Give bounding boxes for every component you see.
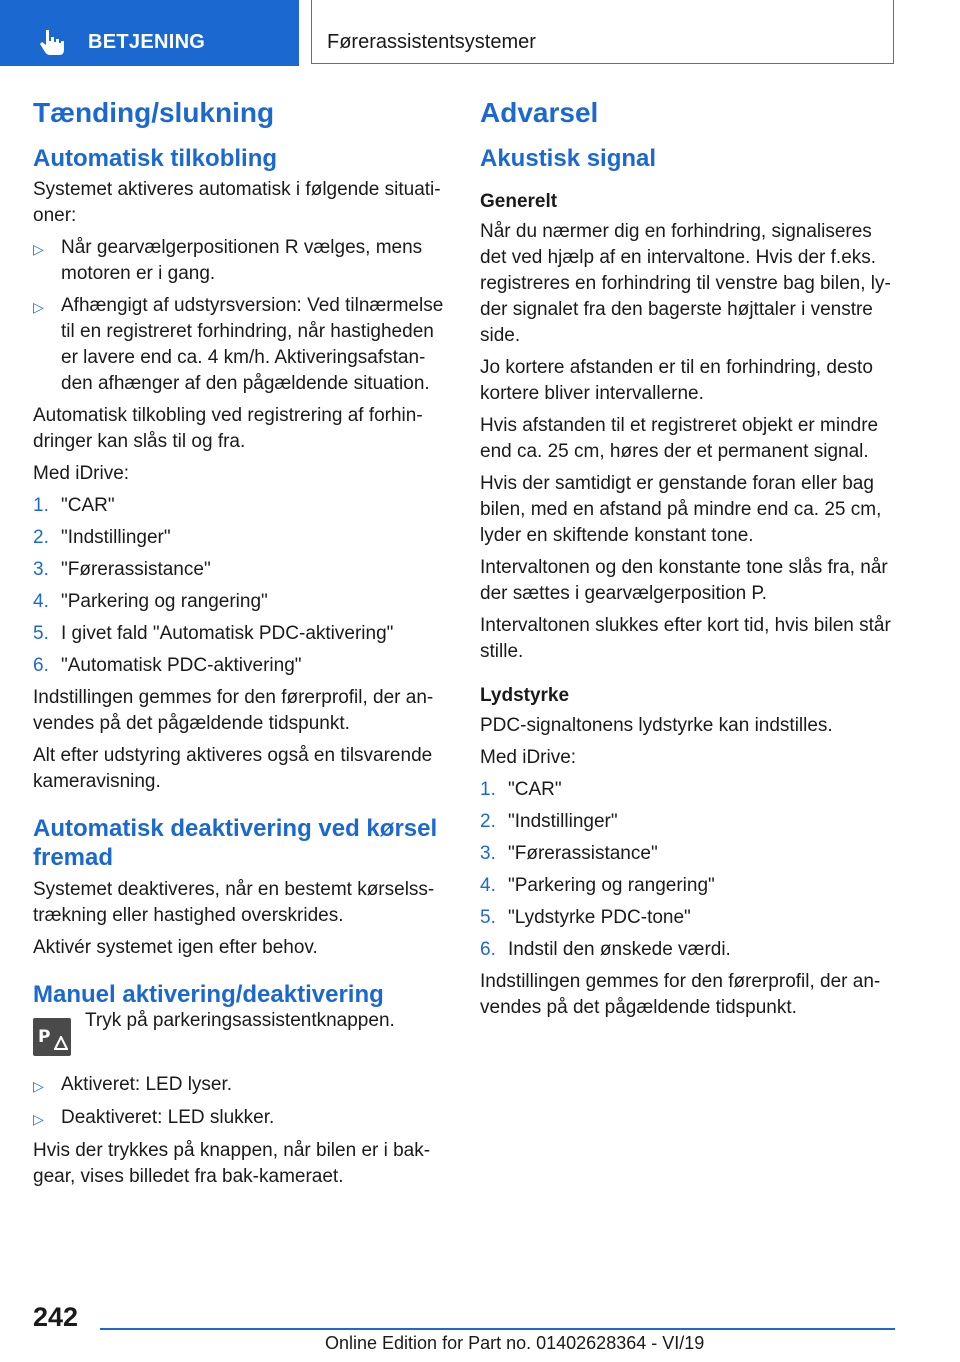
section-title: Tænding/slukning <box>33 97 275 128</box>
step-item: 2. "Indstillinger" <box>33 527 171 549</box>
button-instruction <box>33 1009 448 1056</box>
subheading-general: Generelt <box>480 191 558 213</box>
step-item: 5. I givet fald "Automatisk PDC-aktivering" <box>33 623 394 645</box>
paragraph: Aktivér systemet igen efter behov. <box>33 936 318 958</box>
step-item: 6. "Automatisk PDC-aktivering" <box>33 655 302 677</box>
footer-divider <box>100 1328 895 1330</box>
step-item: 2. "Indstillinger" <box>480 810 618 832</box>
paragraph: Hvis der trykkes på knappen, når bilen er i bak-gear, vises billedet fra bak-kameraet. <box>33 1139 431 1187</box>
step-item: 3. "Førerassistance" <box>33 559 211 581</box>
subheading-volume: Lydstyrke <box>480 685 570 707</box>
step-item: 3. "Førerassistance" <box>480 842 658 864</box>
heading-manual: Manuel aktivering/deaktivering <box>33 980 384 1008</box>
step-item: 6. Indstil den ønskede værdi. <box>480 938 731 960</box>
step-item: 1. "CAR" <box>33 495 115 517</box>
chapter-header <box>311 0 894 64</box>
paragraph: Intervaltonen og den konstante tone slås fra, når der sættes i gearvælgerposition P. <box>480 557 888 605</box>
paragraph: PDC-signaltonens lydstyrke kan indstilles. <box>480 714 833 736</box>
step-item: 5. "Lydstyrke PDC-tone" <box>480 906 691 928</box>
chapter-title: Førerassistentsystemer <box>327 31 536 53</box>
paragraph: Systemet deaktiveres, når en bestemt kørselss-trækning eller hastighed overskrides. <box>33 878 435 926</box>
paragraph: Automatisk tilkobling ved registrering af forhin-dringer kan slås til og fra. <box>33 405 423 453</box>
paragraph: Systemet aktiveres automatisk i følgende situati-oner: <box>33 179 441 227</box>
step-item: 4. "Parkering og rangering" <box>480 874 715 896</box>
bullet-item: ▷ Afhængigt af udstyrsversion: Ved tilnærmelse til en registreret forhindring, når hastigheden er lavere end ca. 4 km/h. Aktiveringsafstan-den afhænger af den pågældende situation. <box>33 293 448 397</box>
paragraph: Jo kortere afstanden er til en forhindring, desto kortere bliver intervallerne. <box>480 357 873 405</box>
triangle-bullet-icon: ▷ <box>33 1110 44 1127</box>
bullet-item: ▷ Deaktiveret: LED slukker. <box>33 1105 448 1132</box>
bullet-item: ▷ Aktiveret: LED lyser. <box>33 1072 448 1099</box>
edition-label: Online Edition for Part no. 01402628364 - VI/19 <box>325 1333 705 1353</box>
paragraph: Når du nærmer dig en forhindring, signaliseres det ved hjælp af en intervaltone. Hvis der f.eks. registreres en forhindring til venstre bag bilen, ly-der signalet fra den bagerste højttaler i venstre side. <box>480 221 891 347</box>
step-item: 4. "Parkering og rangering" <box>33 591 268 613</box>
paragraph: Hvis afstanden til et registreret objekt er mindre end ca. 25 cm, høres der et permanent signal. <box>480 415 879 463</box>
page-number: 242 <box>33 1302 79 1332</box>
triangle-bullet-icon: ▷ <box>33 1077 44 1094</box>
heading-auto-on: Automatisk tilkobling <box>33 144 278 172</box>
paragraph: Indstillingen gemmes for den førerprofil, der an-vendes på det pågældende tidspunkt. <box>480 970 881 1018</box>
section-label: BETJENING <box>88 31 206 53</box>
heading-auto-off: Automatisk deaktivering ved kørsel fremad <box>33 815 438 872</box>
triangle-bullet-icon: ▷ <box>33 241 44 258</box>
paragraph: Med iDrive: <box>33 463 130 485</box>
parking-assistant-button-icon: P <box>33 1018 71 1056</box>
paragraph: Indstillingen gemmes for den førerprofil, der an-vendes på det pågældende tidspunkt. <box>33 687 434 735</box>
triangle-bullet-icon: ▷ <box>33 299 44 316</box>
step-item: 1. "CAR" <box>480 778 562 800</box>
left-column <box>33 96 448 1196</box>
paragraph: Alt efter udstyring aktiveres også en tilsvarende kameravisning. <box>33 745 433 793</box>
button-instruction-text: Tryk på parkeringsassistentknappen. <box>85 1009 395 1031</box>
right-column <box>480 96 895 1027</box>
bullet-item: ▷ Når gearvælgerpositionen R vælges, mens motoren er i gang. <box>33 235 448 287</box>
paragraph: Med iDrive: <box>480 746 577 768</box>
paragraph: Hvis der samtidigt er genstande foran eller bag bilen, med en afstand på mindre end ca. 25 cm, lyder en skiftende konstant tone. <box>480 473 882 547</box>
paragraph: Intervaltonen slukkes efter kort tid, hvis bilen står stille. <box>480 615 891 663</box>
hand-pointer-icon <box>37 28 67 56</box>
section-tab <box>0 0 299 66</box>
heading-acoustic: Akustisk signal <box>480 144 657 172</box>
section-title: Advarsel <box>480 97 599 128</box>
